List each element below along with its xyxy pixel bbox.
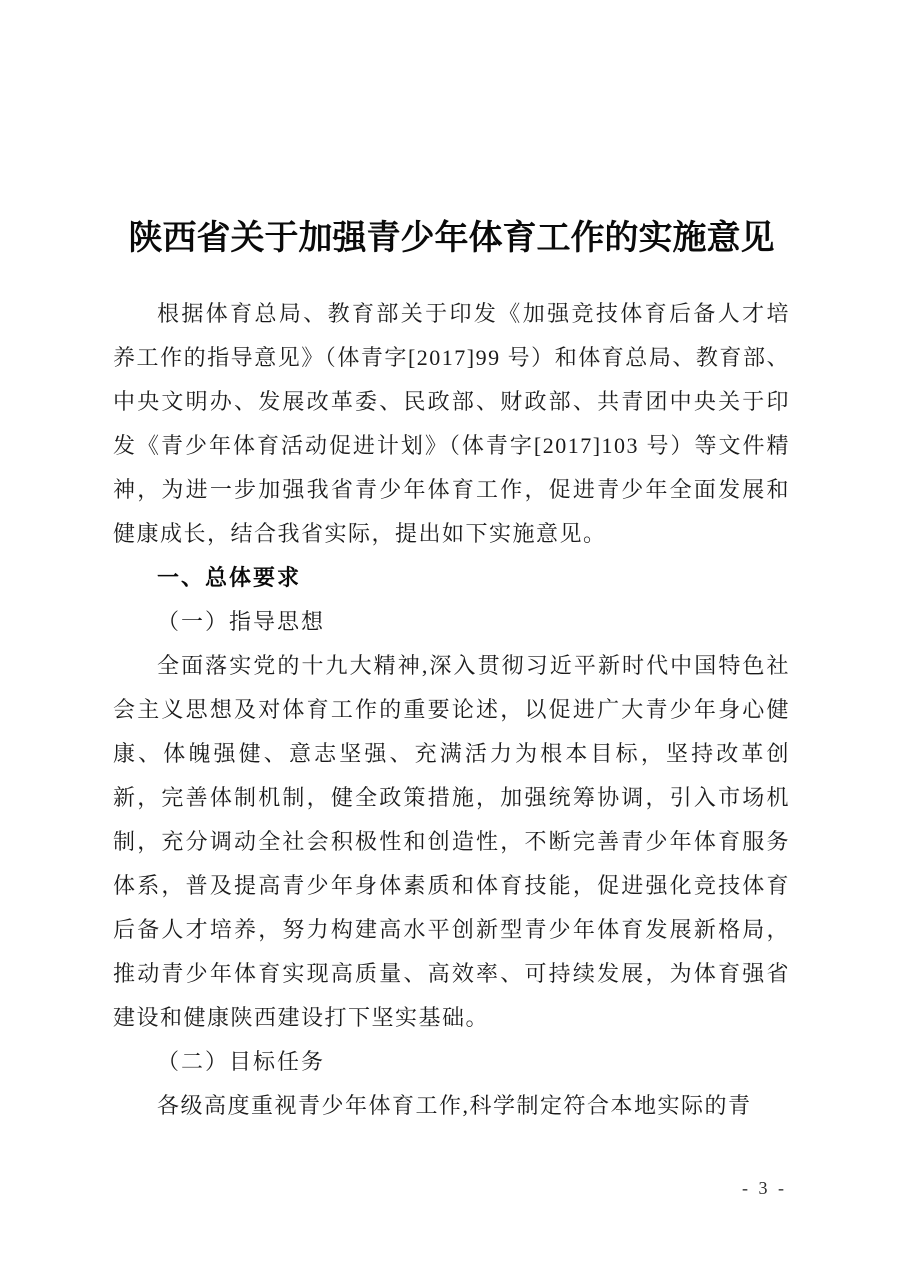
document-body [113,292,790,1128]
paragraph-basis: 根据体育总局、教育部关于印发《加强竞技体育后备人才培养工作的指导意见》（体青字[2017]99 号）和体育总局、教育部、中央文明办、发展改革委、民政部、财政部、共青团中央关于印发《青少年体育活动促进计划》（体青字[2017]103 号）等文件精神，为进一步加强我省青少年体育工作，促进青少年全面发展和健康成长，结合我省实际，提出如下实施意见。 [113,301,790,546]
paragraph-guiding-ideology: 全面落实党的十九大精神,深入贯彻习近平新时代中国特色社会主义思想及对体育工作的重要论述，以促进广大青少年身心健康、体魄强健、意志坚强、充满活力为根本目标，坚持改革创新，完善体制机制，健全政策措施，加强统筹协调，引入市场机制，充分调动全社会积极性和创造性，不断完善青少年体育服务体系，普及提高青少年身体素质和体育技能，促进强化竞技体育后备人才培养，努力构建高水平创新型青少年体育发展新格局，推动青少年体育实现高质量、高效率、可持续发展，为体育强省建设和健康陕西建设打下坚实基础。 [113,653,790,1030]
subsection-heading-goal-tasks: （二）目标任务 [157,1049,326,1074]
paragraph-goal-tasks: 各级高度重视青少年体育工作,科学制定符合本地实际的青 [157,1093,752,1118]
subsection-heading-guiding-ideology: （一）指导思想 [157,609,326,634]
document-title: 陕西省关于加强青少年体育工作的实施意见 [128,220,775,257]
section-heading-overall-requirements: 一、总体要求 [157,565,302,590]
page-number: - 3 - [742,1178,787,1198]
